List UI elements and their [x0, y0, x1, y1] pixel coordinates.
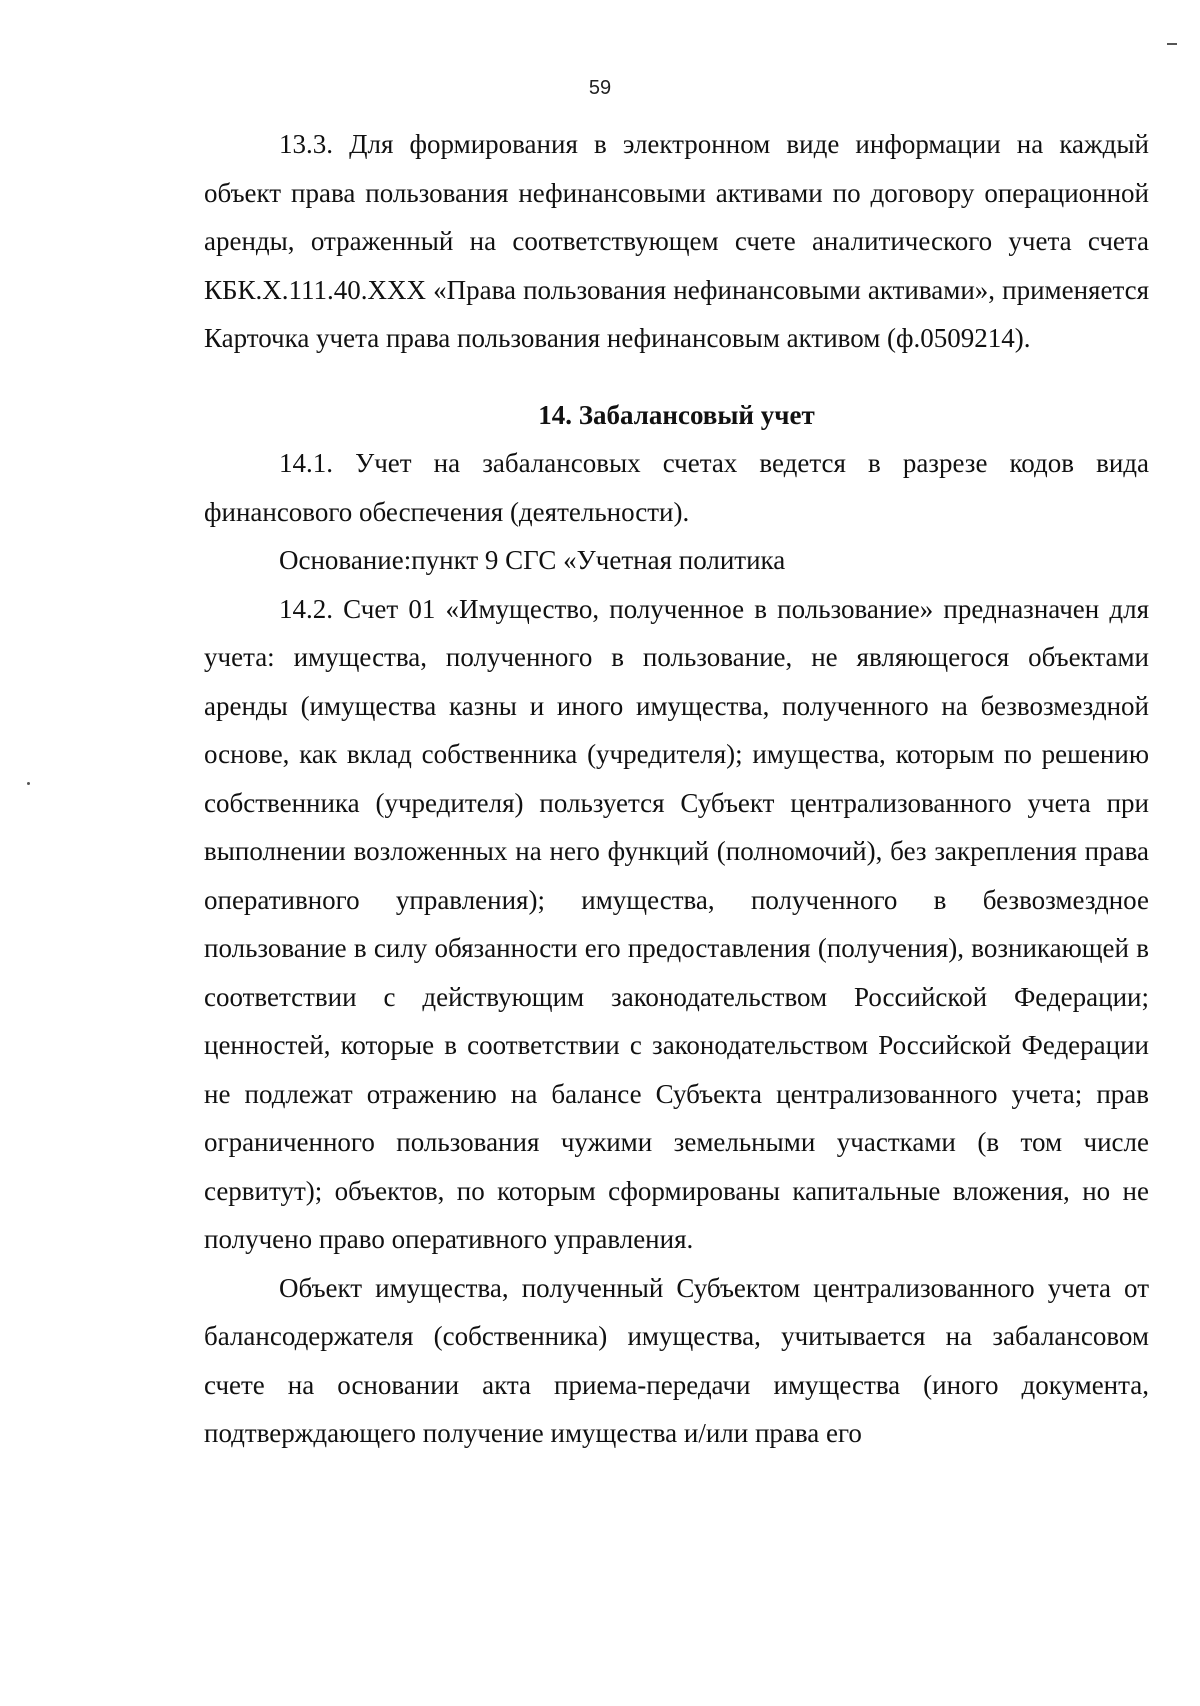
- document-body: [204, 120, 1149, 1458]
- paragraph-13-3: 13.3. Для формирования в электронном виде информации на каждый объект права пользования нефинансовыми активами по договору операционной аренды, отраженный на соответствующем счете аналитического учета счета КБК.Х.111.40.XXX «Права пользования нефинансовыми активами», применяется Карточка учета права пользования нефинансовым активом (ф.0509214).: [204, 129, 1149, 353]
- margin-scan-dot: [27, 782, 30, 785]
- corner-scan-mark: [1167, 43, 1177, 45]
- basis-line: Основание:пункт 9 СГС «Учетная политика: [279, 545, 786, 575]
- page-number: 59: [588, 77, 612, 99]
- paragraph-14-1: 14.1. Учет на забалансовых счетах ведется в разрезе кодов вида финансового обеспечения (деятельности).: [204, 448, 1149, 527]
- paragraph-14-2: 14.2. Счет 01 «Имущество, полученное в пользование» предназначен для учета: имущества, полученного в пользование, не являющегося объектами аренды (имущества казны и иного имущества, полученного на безвозмездной основе, как вклад собственника (учредителя); имущества, которым по решению собственника (учредителя) пользуется Субъект централизованного учета при выполнении возложенных на него функций (полномочий), без закрепления права оперативного управления); имущества, полученного в безвозмездное пользование в силу обязанности его предоставления (получения), возникающей в соответствии с действующим законодательством Российской Федерации; ценностей, которые в соответствии с законодательством Российской Федерации не подлежат отражению на балансе Субъекта централизованного учета; прав ограниченного пользования чужими земельными участками (в том числе сервитут); объектов, по которым сформированы капитальные вложения, но не получено право оперативного управления.: [204, 593, 1149, 1254]
- paragraph-object-property: Объект имущества, полученный Субъектом централизованного учета от балансодержателя (собственника) имущества, учитывается на забалансовом счете на основании акта приема-передачи имущества (иного документа, подтверждающего получение имущества и/или права его: [204, 1272, 1149, 1448]
- section-heading-14: 14. Забалансовый учет: [538, 399, 815, 430]
